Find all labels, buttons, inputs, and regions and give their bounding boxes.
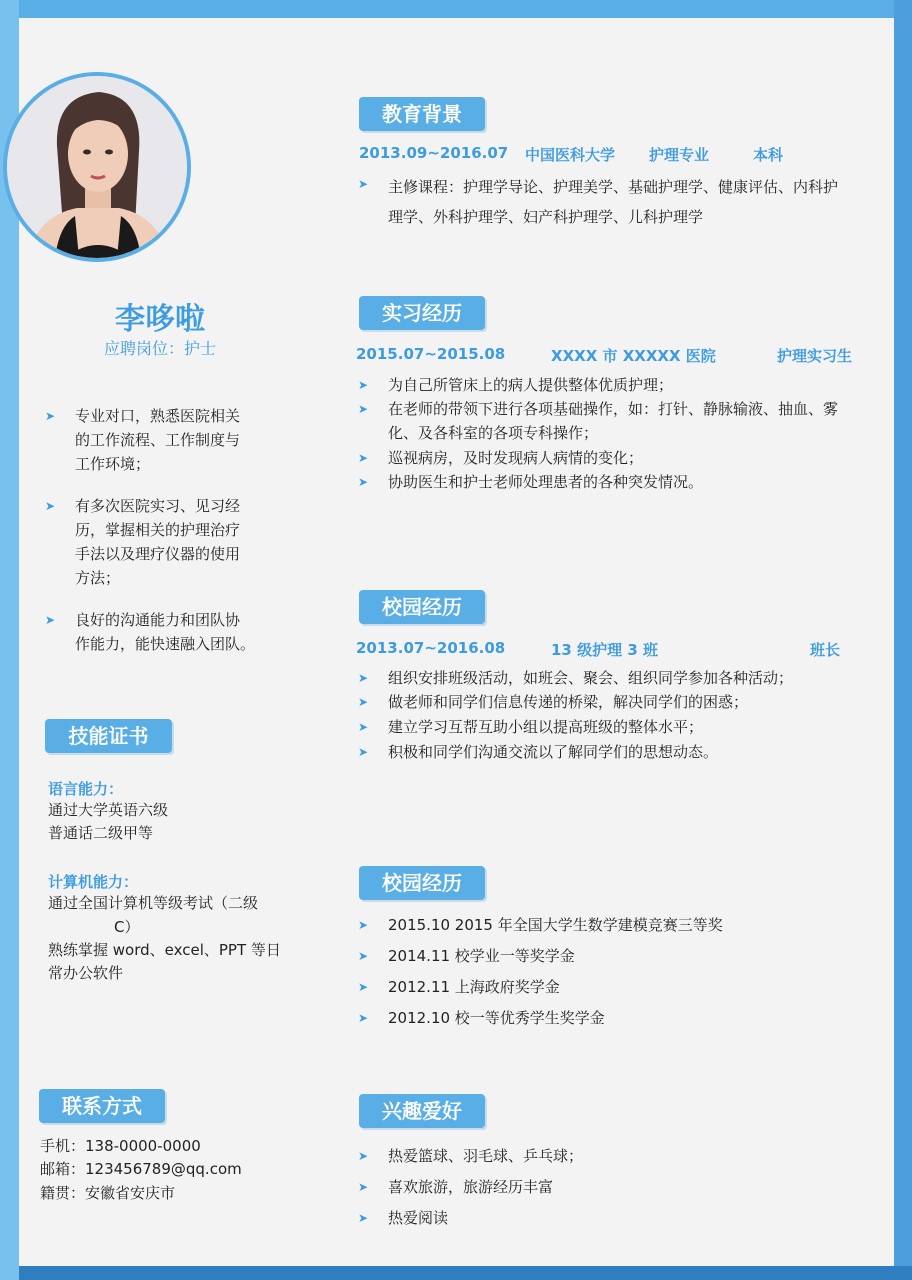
contact-origin: 籍贯：安徽省安庆市 xyxy=(40,1184,176,1202)
chevron-right-icon: ➤ xyxy=(358,980,369,994)
candidate-name: 李哆啦 xyxy=(115,302,205,337)
avatar xyxy=(3,72,191,262)
education-school: 中国医科大学 xyxy=(525,146,616,164)
language-skill-label: 语言能力： xyxy=(48,780,124,798)
computer-skill-2: 熟练掌握 word、excel、PPT 等日 xyxy=(48,941,281,959)
section-title-skills: 技能证书 xyxy=(45,719,172,753)
section-title-hobbies: 兴趣爱好 xyxy=(359,1094,485,1128)
chevron-right-icon: ➤ xyxy=(358,378,369,392)
frame-top xyxy=(0,0,912,18)
computer-skill-1-cont: C） xyxy=(114,918,140,936)
chevron-right-icon: ➤ xyxy=(45,499,56,513)
chevron-right-icon: ➤ xyxy=(358,671,369,685)
language-skill-1: 通过大学英语六级 xyxy=(48,801,169,819)
chevron-right-icon: ➤ xyxy=(45,613,56,627)
education-major: 护理专业 xyxy=(649,146,710,164)
frame-bottom xyxy=(0,1266,912,1280)
section-title-campus: 校园经历 xyxy=(359,590,485,624)
chevron-right-icon: ➤ xyxy=(358,1149,369,1163)
campus-org: 13 级护理 3 班 xyxy=(551,641,658,659)
chevron-right-icon: ➤ xyxy=(358,402,369,416)
frame-right xyxy=(894,0,912,1280)
campus-period: 2013.07~2016.08 xyxy=(356,639,506,657)
education-degree: 本科 xyxy=(753,146,784,164)
contact-email: 邮箱：123456789@qq.com xyxy=(40,1160,242,1178)
language-skill-2: 普通话二级甲等 xyxy=(48,824,154,842)
chevron-right-icon: ➤ xyxy=(358,1180,369,1194)
campus-role: 班长 xyxy=(810,641,841,659)
chevron-right-icon: ➤ xyxy=(45,409,56,423)
education-period: 2013.09~2016.07 xyxy=(359,144,509,162)
section-title-contact: 联系方式 xyxy=(39,1089,165,1123)
section-title-education: 教育背景 xyxy=(359,97,485,131)
chevron-right-icon: ➤ xyxy=(358,720,369,734)
applied-position: 应聘岗位：护士 xyxy=(103,339,216,358)
internship-org: XXXX 市 XXXXX 医院 xyxy=(551,347,716,365)
internship-period: 2015.07~2015.08 xyxy=(356,345,506,363)
chevron-right-icon: ➤ xyxy=(358,695,369,709)
section-title-awards: 校园经历 xyxy=(359,866,485,900)
portrait-image xyxy=(7,76,187,258)
section-title-internship: 实习经历 xyxy=(359,296,485,330)
contact-phone: 手机：138-0000-0000 xyxy=(40,1137,201,1155)
chevron-right-icon: ➤ xyxy=(358,177,369,191)
computer-skill-label: 计算机能力： xyxy=(48,873,139,891)
chevron-right-icon: ➤ xyxy=(358,451,369,465)
internship-role: 护理实习生 xyxy=(777,347,853,365)
chevron-right-icon: ➤ xyxy=(358,1211,369,1225)
chevron-right-icon: ➤ xyxy=(358,475,369,489)
computer-skill-1: 通过全国计算机等级考试（二级 xyxy=(48,894,259,912)
chevron-right-icon: ➤ xyxy=(358,1011,369,1025)
chevron-right-icon: ➤ xyxy=(358,745,369,759)
chevron-right-icon: ➤ xyxy=(358,949,369,963)
computer-skill-2-cont: 常办公软件 xyxy=(48,964,124,982)
chevron-right-icon: ➤ xyxy=(358,918,369,932)
